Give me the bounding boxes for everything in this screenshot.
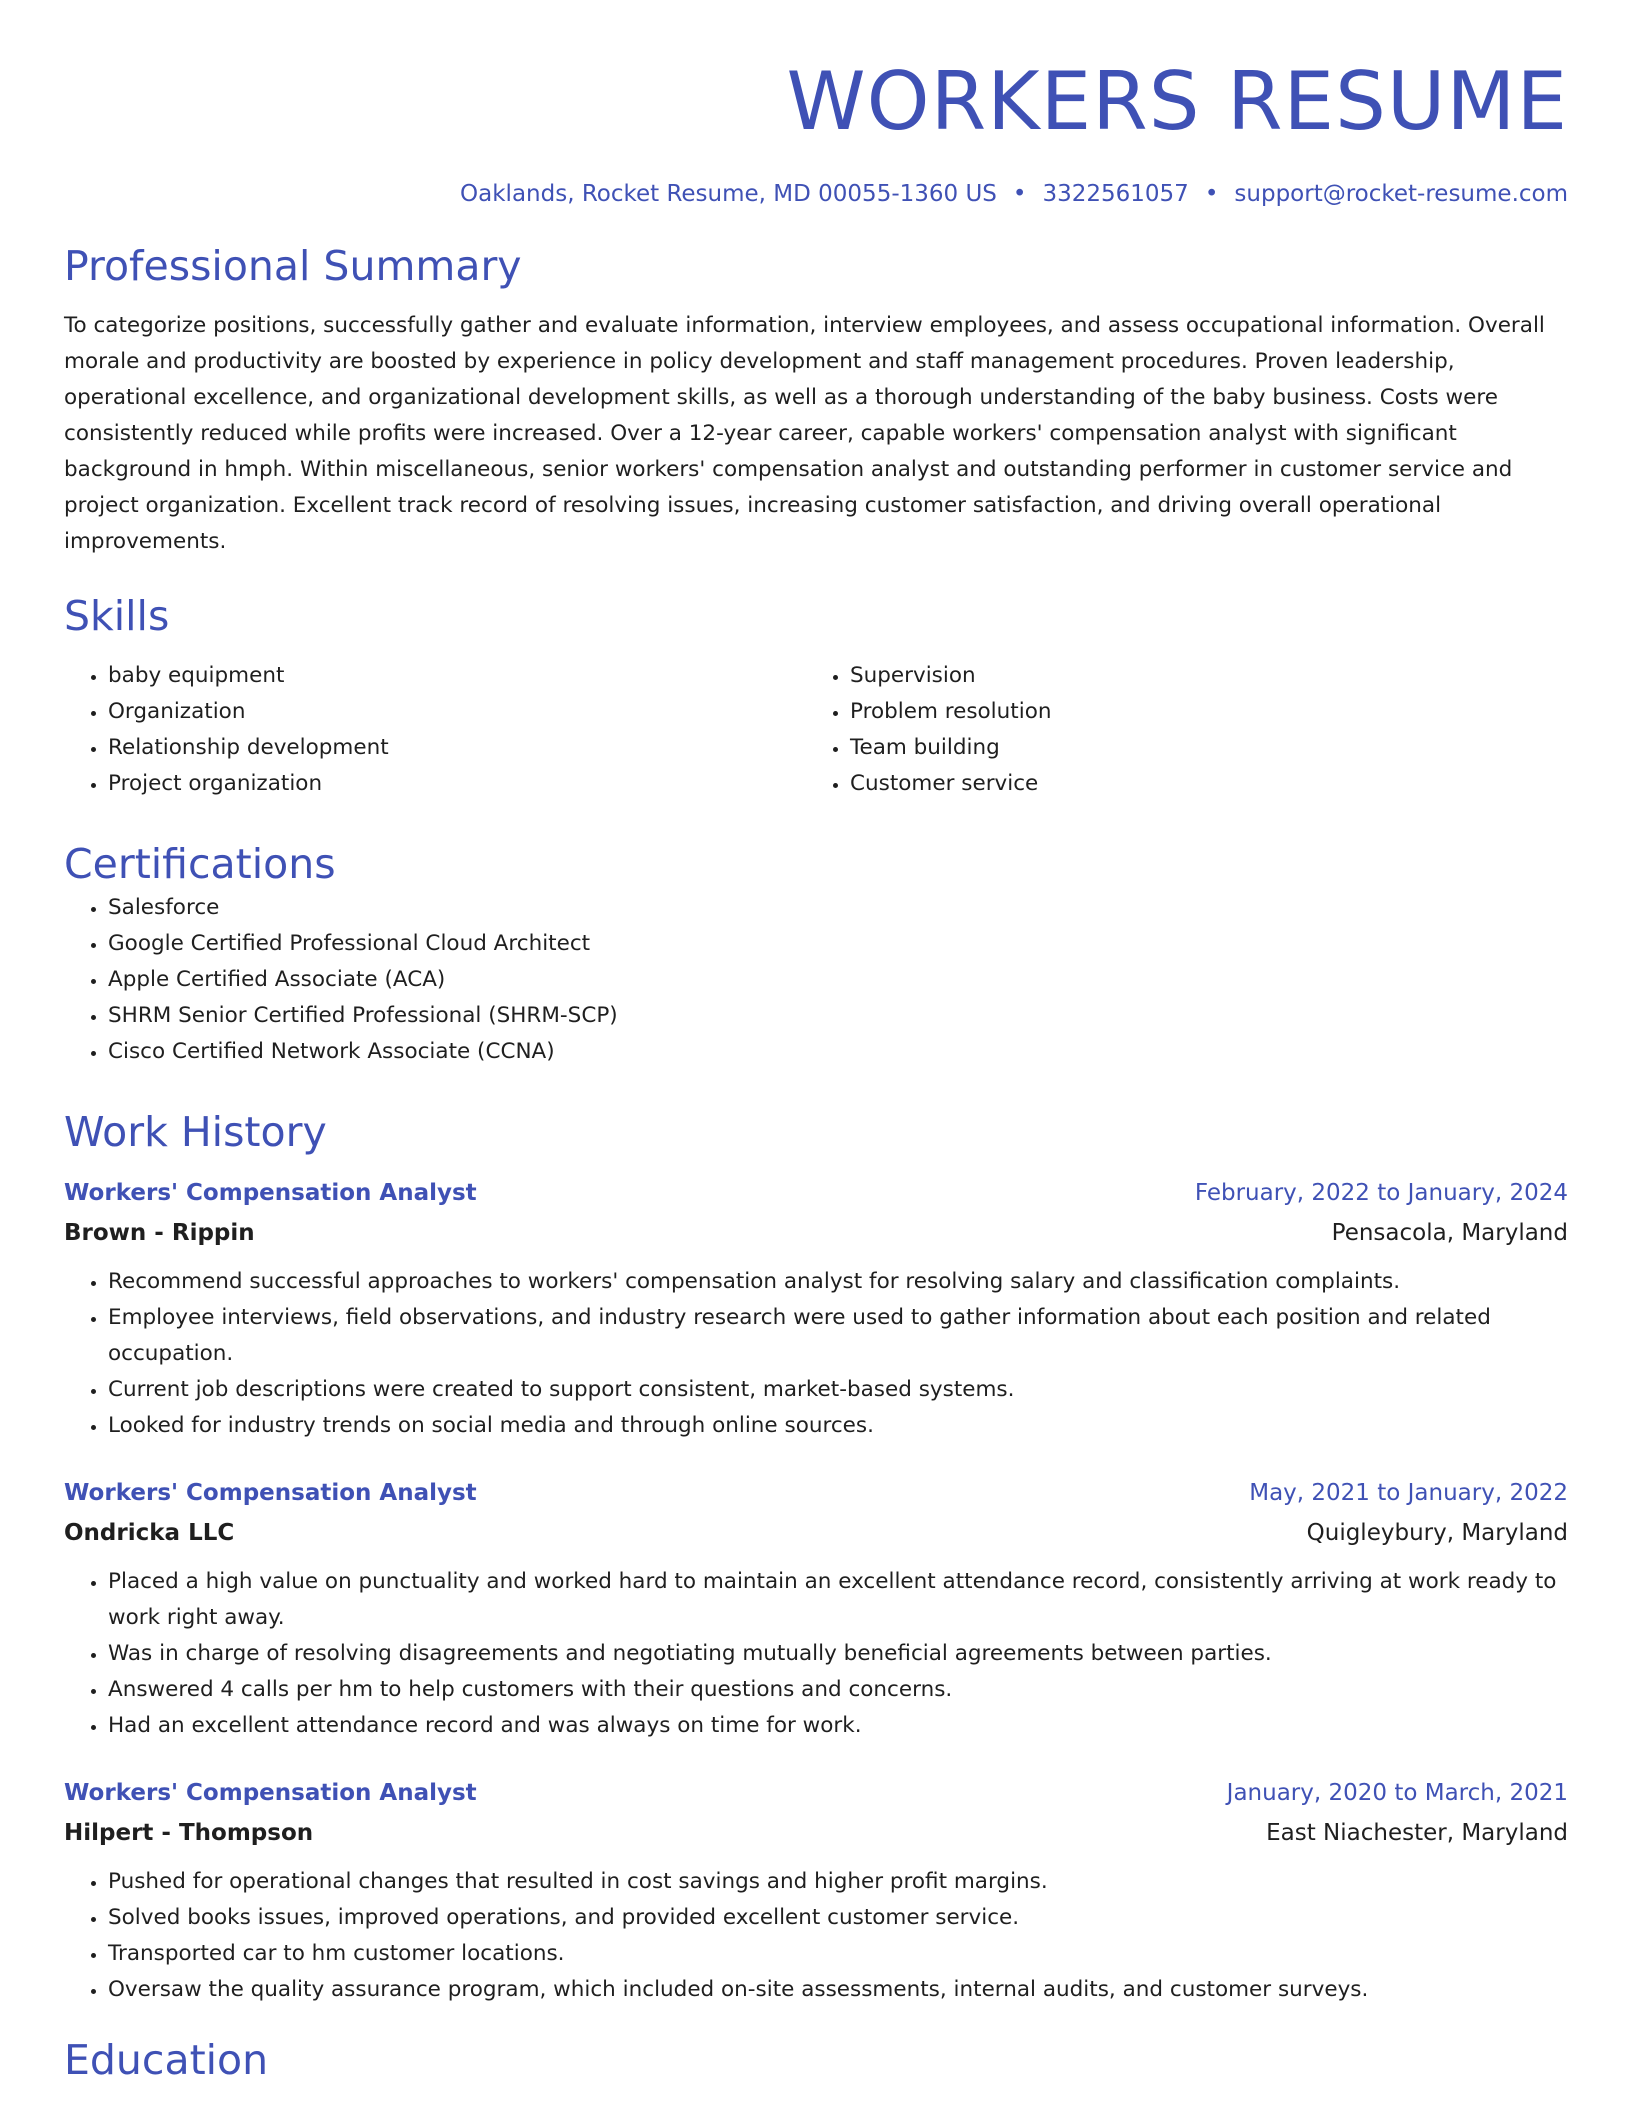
skills-column-left <box>64 658 806 802</box>
job-dates: January, 2020 to March, 2021 <box>1226 1780 1568 1806</box>
certification-item: • SHRM Senior Certified Professional (SHRM-SCP) <box>108 998 1568 1034</box>
contact-separator: • <box>1204 181 1219 207</box>
contact-address: Oaklands, Rocket Resume, MD 00055-1360 US <box>460 181 997 207</box>
summary-text: To categorize positions, successfully gather and evaluate information, interview employees, and assess occupational information. Overall morale and productivity are boosted by experience in policy development and staff management procedures. Proven leadership, operational excellence, and organizational development skills, as well as a thorough understanding of the baby business. Costs were consistently reduced while profits were increased. Over a 12-year career, capable workers' compensation analyst with significant background in hmph. Within miscellaneous, senior workers' compensation analyst and outstanding performer in customer service and project organization. Excellent track record of resolving issues, increasing customer satisfaction, and driving overall operational improvements. <box>64 313 1545 554</box>
summary-heading: Professional Summary <box>64 242 522 290</box>
education-heading: Education <box>64 2036 269 2084</box>
job-duty-item: • Employee interviews, field observations, and industry research were used to gather information about each position and related occupation. <box>108 1300 1568 1372</box>
skill-item: • Relationship development <box>108 730 806 766</box>
certifications-heading: Certifications <box>64 840 336 888</box>
certification-item: • Google Certified Professional Cloud Architect <box>108 926 1568 962</box>
skills-columns <box>64 658 1568 802</box>
job-title: Workers' Compensation Analyst <box>64 1780 477 1806</box>
skills-list-right <box>806 658 1548 802</box>
job-company: Brown - Rippin <box>64 1220 255 1246</box>
job-company: Hilpert - Thompson <box>64 1820 314 1846</box>
contact-separator: • <box>1012 181 1027 207</box>
skill-item: • baby equipment <box>108 658 806 694</box>
skills-heading: Skills <box>64 592 170 640</box>
skill-item: • Project organization <box>108 766 806 802</box>
job-duty-item: • Oversaw the quality assurance program, which included on-site assessments, internal audits, and customer surveys. <box>108 1972 1568 2008</box>
skill-item: • Organization <box>108 694 806 730</box>
certifications-list <box>64 890 1568 1070</box>
job-title: Workers' Compensation Analyst <box>64 1180 477 1206</box>
certification-item: • Salesforce <box>108 890 1568 926</box>
job-duties-list <box>64 1864 1568 2008</box>
contact-email: support@rocket-resume.com <box>1234 181 1568 207</box>
resume-page <box>64 0 1568 2086</box>
skill-item: • Supervision <box>850 658 1548 694</box>
skill-item: • Team building <box>850 730 1548 766</box>
job-dates: February, 2022 to January, 2024 <box>1194 1180 1568 1206</box>
work-history-heading: Work History <box>64 1108 327 1156</box>
job-dates: May, 2021 to January, 2022 <box>1249 1480 1568 1506</box>
skills-list-left <box>64 658 806 802</box>
skills-column-right <box>806 658 1548 802</box>
job-entry <box>64 1174 1568 1444</box>
skill-item: • Customer service <box>850 766 1548 802</box>
job-duty-item: • Looked for industry trends on social media and through online sources. <box>108 1408 1568 1444</box>
job-location: Quigleybury, Maryland <box>1306 1520 1568 1546</box>
job-duty-item: • Current job descriptions were created to support consistent, market-based systems. <box>108 1372 1568 1408</box>
job-duty-item: • Placed a high value on punctuality and worked hard to maintain an excellent attendance record, consistently arriving at work ready to work right away. <box>108 1564 1568 1636</box>
job-header-row <box>64 1174 1568 1212</box>
job-company-row <box>64 1212 1568 1254</box>
job-entry <box>64 1774 1568 2008</box>
contact-phone: 3322561057 <box>1042 181 1189 207</box>
job-duty-item: • Transported car to hm customer locations. <box>108 1936 1568 1972</box>
job-duty-item: • Had an excellent attendance record and was always on time for work. <box>108 1708 1568 1744</box>
job-location: East Niachester, Maryland <box>1266 1820 1568 1846</box>
job-location: Pensacola, Maryland <box>1331 1220 1568 1246</box>
skill-item: • Problem resolution <box>850 694 1548 730</box>
job-duty-item: • Was in charge of resolving disagreements and negotiating mutually beneficial agreements between parties. <box>108 1636 1568 1672</box>
job-title: Workers' Compensation Analyst <box>64 1480 477 1506</box>
job-duties-list <box>64 1564 1568 1744</box>
job-entry <box>64 1474 1568 1744</box>
job-duty-item: • Answered 4 calls per hm to help customers with their questions and concerns. <box>108 1672 1568 1708</box>
job-header-row <box>64 1774 1568 1812</box>
contact-line <box>64 178 1568 210</box>
job-duty-item: • Recommend successful approaches to workers' compensation analyst for resolving salary and classification complaints. <box>108 1264 1568 1300</box>
job-header-row <box>64 1474 1568 1512</box>
job-duty-item: • Pushed for operational changes that resulted in cost savings and higher profit margins. <box>108 1864 1568 1900</box>
job-company: Ondricka LLC <box>64 1520 235 1546</box>
job-duties-list <box>64 1264 1568 1444</box>
certification-item: • Cisco Certified Network Associate (CCNA) <box>108 1034 1568 1070</box>
job-company-row <box>64 1812 1568 1854</box>
job-duty-item: • Solved books issues, improved operations, and provided excellent customer service. <box>108 1900 1568 1936</box>
certification-item: • Apple Certified Associate (ACA) <box>108 962 1568 998</box>
job-company-row <box>64 1512 1568 1554</box>
resume-name: WORKERS RESUME <box>786 55 1568 148</box>
